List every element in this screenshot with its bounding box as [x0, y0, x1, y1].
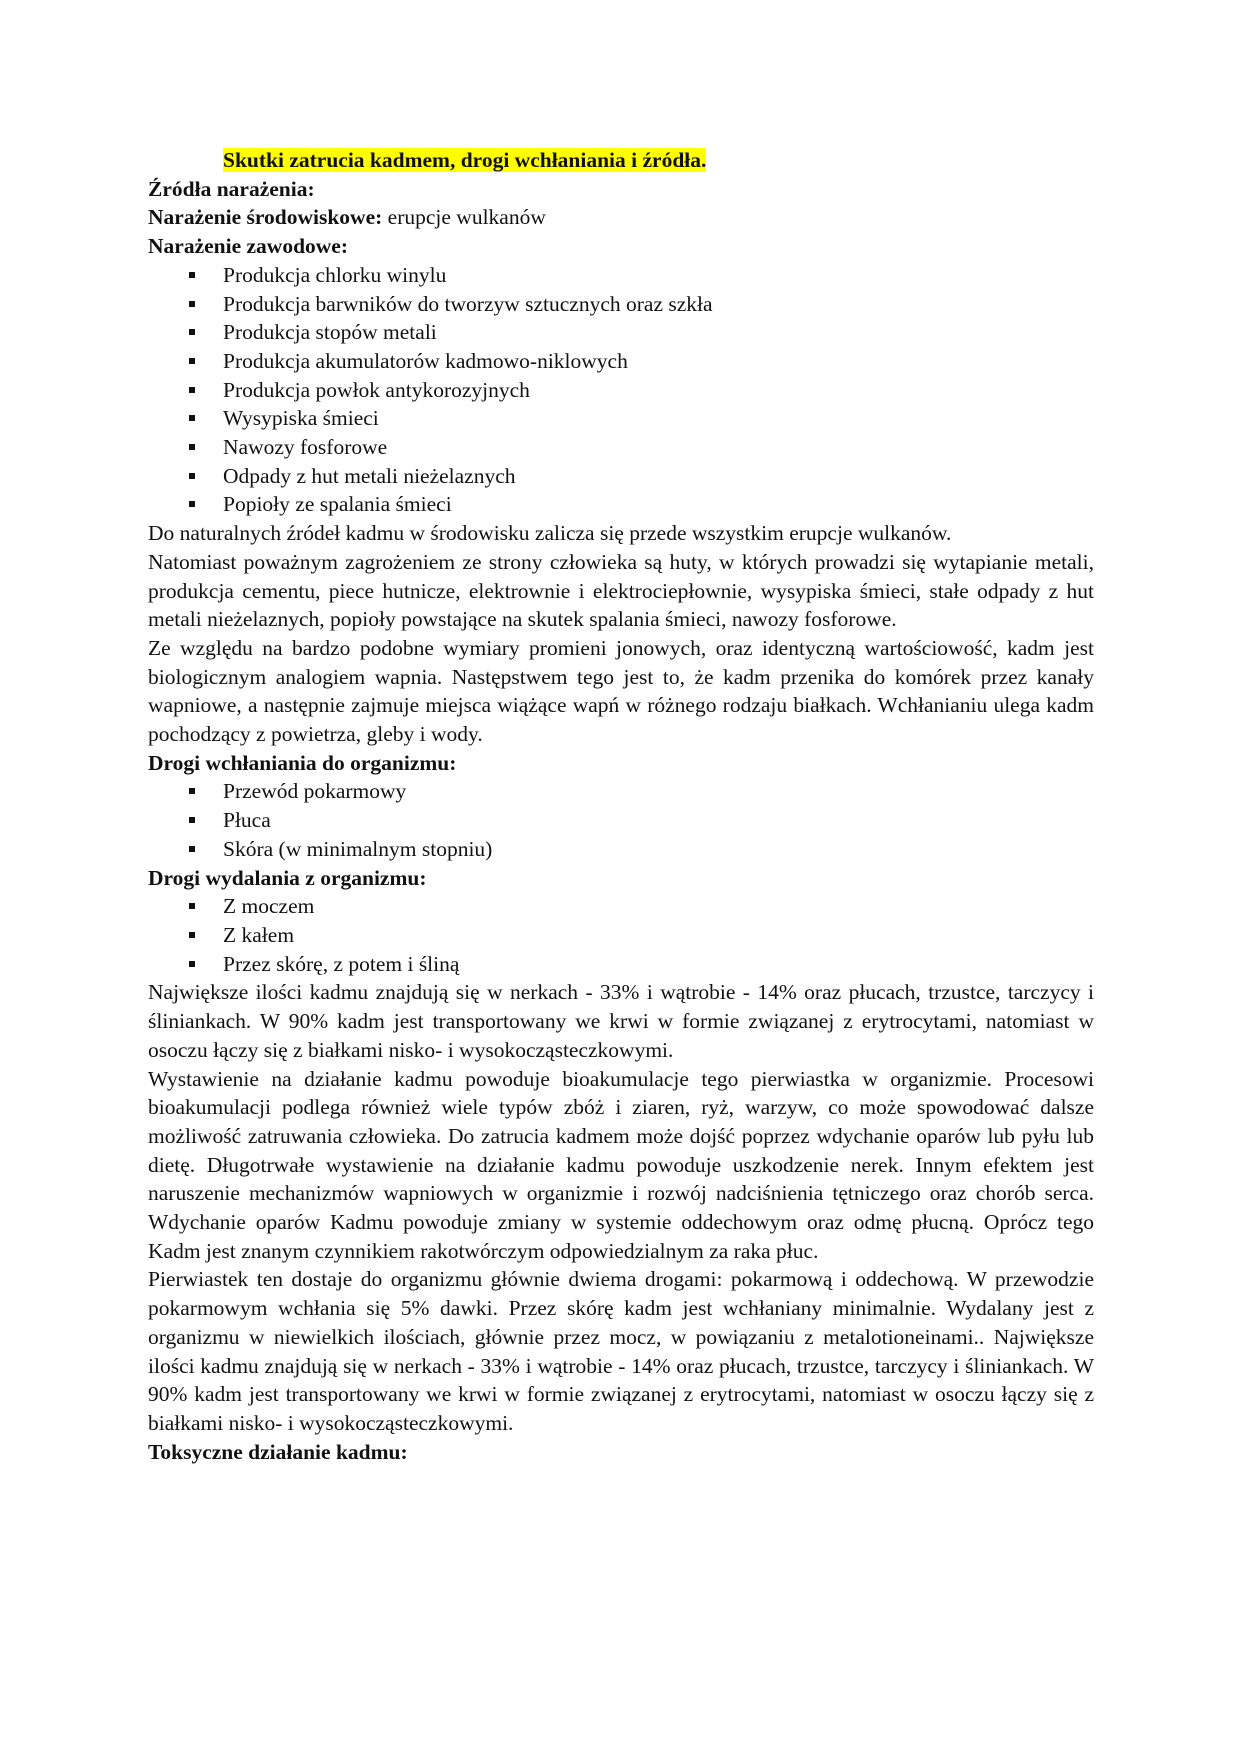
environmental-exposure-label: Narażenie środowiskowe: — [148, 205, 383, 230]
list-item: Płuca — [148, 806, 1094, 835]
occupational-list — [148, 261, 1094, 519]
paragraph-distribution: Największe ilości kadmu znajdują się w nerkach - 33% i wątrobie - 14% oraz płucach, trzustce, tarczycy i śliniankach. W 90% kadm jest transportowany we krwi w formie związanej z erytrocytami, natomiast w osoczu łączy się z białkami nisko- i wysokocząsteczkowymi. — [148, 980, 1094, 1062]
list-item: Produkcja akumulatorów kadmowo-niklowych — [148, 347, 1094, 376]
excretion-list — [148, 892, 1094, 978]
list-item: Z moczem — [148, 892, 1094, 921]
list-item: Przez skórę, z potem i śliną — [148, 950, 1094, 979]
environmental-exposure-text: erupcje wulkanów — [382, 205, 546, 230]
list-item: Nawozy fosforowe — [148, 433, 1094, 462]
document-page — [148, 146, 1094, 1466]
list-item: Popioły ze spalania śmieci — [148, 490, 1094, 519]
occupational-heading: Narażenie zawodowe: — [148, 234, 349, 259]
list-item: Produkcja stopów metali — [148, 318, 1094, 347]
paragraph-human-sources: Natomiast poważnym zagrożeniem ze strony człowieka są huty, w których prowadzi się wytapianie metali, produkcja cementu, piece hutnicze, elektrownie i elektrociepłownie, wysypiska śmieci, stałe odpady z hut metali nieżelaznych, popioły powstające na skutek spalania śmieci, nawozy fosforowe. — [148, 549, 1094, 632]
list-item: Wysypiska śmieci — [148, 404, 1094, 433]
absorption-heading: Drogi wchłaniania do organizmu: — [148, 750, 457, 775]
paragraph-natural-sources: Do naturalnych źródeł kadmu w środowisku zalicza się przede wszystkim erupcje wulkanów. — [148, 521, 952, 546]
list-item: Produkcja barwników do tworzyw sztucznych oraz szkła — [148, 290, 1094, 319]
absorption-list — [148, 777, 1094, 863]
toxic-heading: Toksyczne działanie kadmu: — [148, 1439, 408, 1464]
highlighted-title: Skutki zatrucia kadmem, drogi wchłaniania i źródła. — [223, 148, 707, 172]
list-item: Produkcja chlorku winylu — [148, 261, 1094, 290]
environmental-exposure-line — [148, 203, 1094, 232]
paragraph-routes: Pierwiastek ten dostaje do organizmu głównie dwiema drogami: pokarmową i oddechową. W przewodzie pokarmowym wchłania się 5% dawki. Przez skórę kadm jest wchłaniany minimalnie. Wydalany jest z organizmu w niewielkich ilościach, głównie przez mocz, w powiązaniu z metalotioneinami.. Największe ilości kadmu znajdują się w nerkach - 33% i wątrobie - 14% oraz płucach, trzustce, tarczycy i śliniankach. W 90% kadm jest transportowany we krwi w formie związanej z erytrocytami, natomiast w osoczu łączy się z białkami nisko- i wysokocząsteczkowymi. — [148, 1267, 1094, 1435]
excretion-heading: Drogi wydalania z organizmu: — [148, 865, 427, 890]
list-item: Z kałem — [148, 921, 1094, 950]
list-item: Przewód pokarmowy — [148, 777, 1094, 806]
list-item: Odpady z hut metali nieżelaznych — [148, 462, 1094, 491]
list-item: Skóra (w minimalnym stopniu) — [148, 835, 1094, 864]
document-title — [148, 146, 1094, 175]
sources-heading: Źródła narażenia: — [148, 176, 315, 201]
list-item: Produkcja powłok antykorozyjnych — [148, 376, 1094, 405]
paragraph-bioaccumulation: Wystawienie na działanie kadmu powoduje bioakumulacje tego pierwiastka w organizmie. Procesowi bioakumulacji podlega również wiele typów zbóż i ziaren, ryż, warzyw, co może spowodować dalsze możliwość zatruwania człowieka. Do zatrucia kadmem może dojść poprzez wdychanie oparów lub pyłu lub dietę. Długotrwałe wystawienie na działanie kadmu powoduje uszkodzenie nerek. Innym efektem jest naruszenie mechanizmów wapniowych w organizmie i rozwój nadciśnienia tętniczego oraz chorób serca. Wdychanie oparów Kadmu powoduje zmiany w systemie oddechowym oraz odmę płucną. Oprócz tego Kadm jest znanym czynnikiem rakotwórczym odpowiedzialnym za raka płuc. — [148, 1066, 1094, 1263]
paragraph-calcium-analog: Ze względu na bardzo podobne wymiary promieni jonowych, oraz identyczną wartościowość, kadm jest biologicznym analogiem wapnia. Następstwem tego jest to, że kadm przenika do komórek przez kanały wapniowe, a następnie zajmuje miejsca wiążące wapń w różnego rodzaju białkach. Wchłanianiu ulega kadm pochodzący z powietrza, gleby i wody. — [148, 635, 1094, 747]
